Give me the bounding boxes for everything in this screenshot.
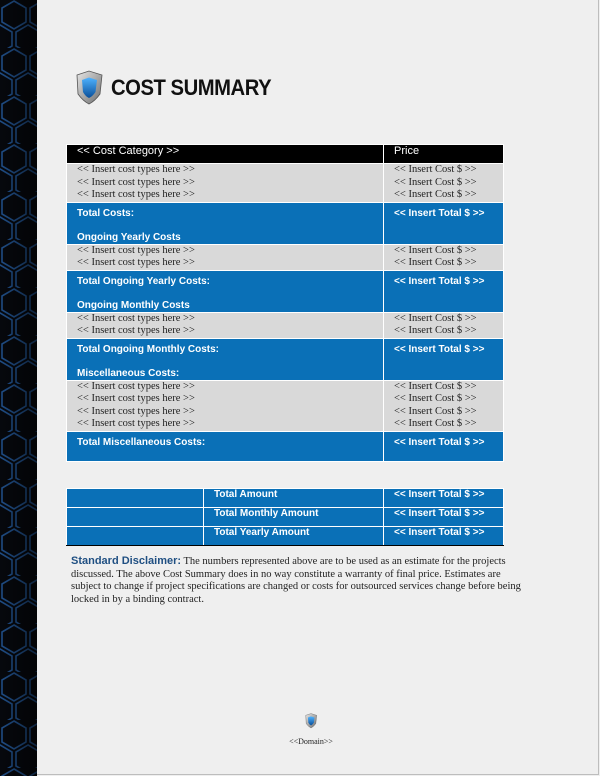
shield-icon (304, 713, 318, 729)
total-label-cell (67, 270, 384, 312)
cost-price-list (384, 164, 504, 203)
total-row (67, 431, 504, 461)
cost-price-list (384, 244, 504, 270)
hexagon-pattern (0, 0, 37, 776)
cost-item: << Insert cost types here >> (77, 244, 195, 256)
summary-label: Total Monthly Amount (204, 508, 384, 527)
cost-item-list (67, 164, 384, 203)
cost-item-list (67, 244, 384, 270)
cost-item-list (67, 312, 384, 338)
total-row (67, 338, 504, 380)
cost-items-row (67, 244, 504, 270)
cost-item: << Insert cost types here >> (77, 418, 195, 429)
summary-label: Total Amount (204, 489, 384, 508)
cost-item: << Insert cost types here >> (77, 257, 195, 268)
total-label-cell (67, 338, 384, 380)
total-value: << Insert Total $ >> (384, 202, 504, 244)
page-footer (270, 713, 352, 749)
shield-icon (73, 70, 105, 106)
summary-table (66, 488, 504, 546)
cost-price: << Insert Cost $ >> (394, 380, 477, 392)
total-row (67, 202, 504, 244)
cost-item: << Insert cost types here >> (77, 393, 195, 404)
summary-label: Total Yearly Amount (204, 527, 384, 546)
page-title: COST SUMMARY (111, 75, 272, 100)
cost-item: << Insert cost types here >> (77, 405, 195, 417)
cost-price: << Insert Cost $ >> (394, 418, 477, 429)
cost-price: << Insert Cost $ >> (394, 257, 477, 268)
table-header-row (67, 145, 504, 164)
cost-price: << Insert Cost $ >> (394, 244, 477, 256)
cost-items-row (67, 380, 504, 431)
cost-price: << Insert Cost $ >> (394, 189, 477, 200)
cost-price: << Insert Cost $ >> (394, 405, 477, 417)
disclaimer (71, 555, 521, 606)
hex-pattern-sidebar (0, 0, 37, 776)
summary-value: << Insert Total $ >> (384, 508, 504, 527)
section-heading: Miscellaneous Costs: (77, 367, 180, 379)
total-row (67, 270, 504, 312)
cost-item-list (67, 380, 384, 431)
disclaimer-text: The numbers represented above are to be used as an estimate for the projects discussed. The above Cost Summary does in no way constitute a warranty of final price. Estimates are subject to change if project specifications are changed or costs for outsourced services change before being locked in by a binding contract. (71, 556, 521, 605)
cost-price-list (384, 380, 504, 431)
summary-value: << Insert Total $ >> (384, 489, 504, 508)
cost-price: << Insert Cost $ >> (394, 176, 477, 188)
total-value: << Insert Total $ >> (384, 431, 504, 461)
page-header (73, 70, 285, 106)
summary-row (67, 489, 504, 508)
column-header-category: << Cost Category >> (67, 145, 384, 164)
summary-value: << Insert Total $ >> (384, 527, 504, 546)
cost-item: << Insert cost types here >> (77, 380, 195, 392)
summary-spacer (67, 508, 204, 527)
total-label: Total Miscellaneous Costs: (77, 436, 206, 448)
cost-price: << Insert Cost $ >> (394, 164, 477, 175)
total-label: Total Costs: (77, 207, 135, 219)
cost-summary-table (66, 144, 504, 462)
total-value: << Insert Total $ >> (384, 338, 504, 380)
disclaimer-lead: Standard Disclaimer: (71, 555, 182, 567)
summary-row (67, 508, 504, 527)
column-header-price: Price (384, 145, 504, 164)
total-label-cell (67, 202, 384, 244)
section-heading: Ongoing Monthly Costs (77, 299, 190, 311)
summary-spacer (67, 489, 204, 508)
cost-items-row (67, 312, 504, 338)
cost-item: << Insert cost types here >> (77, 189, 195, 200)
cost-item: << Insert cost types here >> (77, 164, 195, 175)
cost-items-row (67, 164, 504, 203)
cost-price: << Insert Cost $ >> (394, 325, 477, 336)
cost-price: << Insert Cost $ >> (394, 312, 477, 324)
cost-price-list (384, 312, 504, 338)
footer-domain: <<Domain>> (289, 737, 333, 746)
summary-spacer (67, 527, 204, 546)
total-label: Total Ongoing Yearly Costs: (77, 275, 210, 287)
total-label: Total Ongoing Monthly Costs: (77, 343, 220, 355)
cost-item: << Insert cost types here >> (77, 176, 195, 188)
total-label-cell (67, 431, 384, 461)
total-value: << Insert Total $ >> (384, 270, 504, 312)
cost-item: << Insert cost types here >> (77, 312, 195, 324)
cost-item: << Insert cost types here >> (77, 325, 195, 336)
cost-price: << Insert Cost $ >> (394, 393, 477, 404)
section-heading: Ongoing Yearly Costs (77, 231, 181, 243)
summary-row (67, 527, 504, 546)
